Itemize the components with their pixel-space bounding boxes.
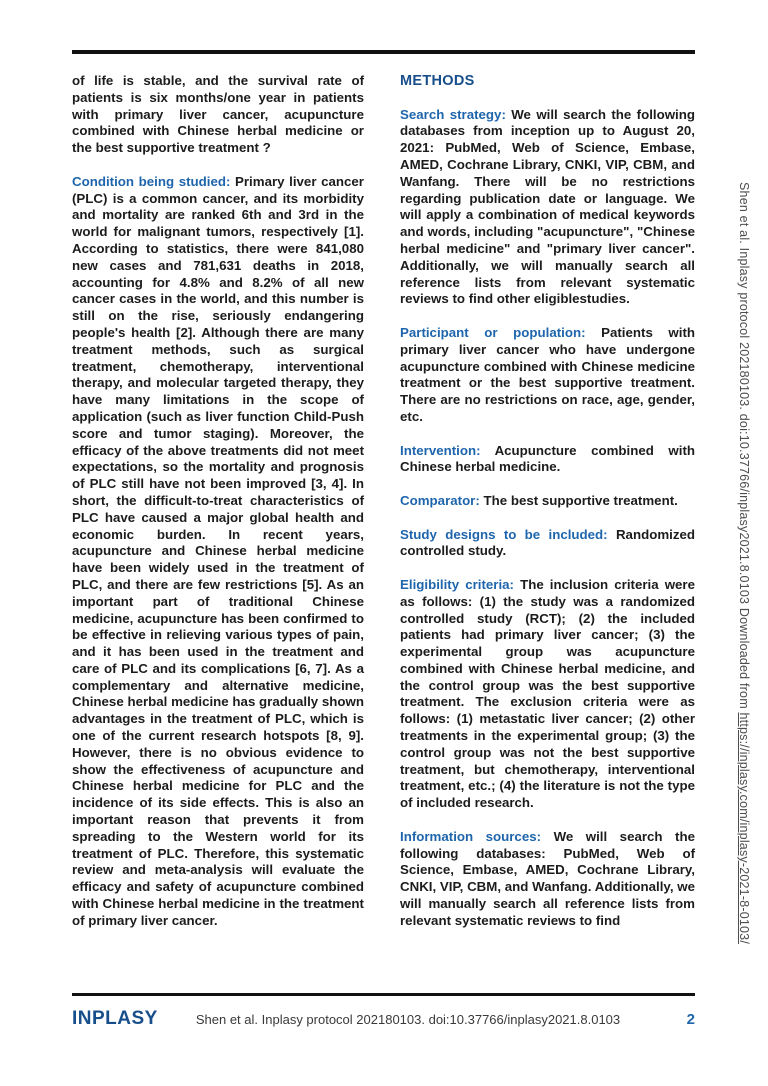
page-number: 2 [686,1011,695,1028]
footer [72,1008,695,1030]
section-participant-or-population [400,325,695,426]
body-columns [72,73,695,930]
section-label-eligibility-criteria: Eligibility criteria: [400,576,514,592]
bottom-rule [72,993,695,996]
section-body-information-sources: We will search the following databases: PubMed, Web of Science, Embase, AMED, Cochrane Library, CNKI, VIP, CBM, and Wanfang. Additionally, we will manually search all reference lists from relevant systematic reviews to find [400,828,695,928]
section-eligibility-criteria [400,577,695,812]
section-label-intervention: Intervention: [400,442,481,458]
section-intervention [400,443,695,477]
section-label-search-strategy: Search strategy: [400,106,506,122]
section-label-study-designs: Study designs to be included: [400,526,608,542]
footer-citation: Shen et al. Inplasy protocol 202180103. doi:10.37766/inplasy2021.8.0103 [195,1012,621,1027]
section-label-condition-being-studied: Condition being studied: [72,173,231,189]
section-body-search-strategy: We will search the following databases from inception up to August 20, 2021: PubMed, Web of Science, Embase, AMED, Cochrane Library, CNKI, VIP, CBM, and Wanfang. There will be no restrictions regarding publication date or language. We will apply a combination of medical keywords and words, including "acupuncture", "Chinese herbal medicine" and "primary liver cancer". Additionally, we will manually search all reference lists from relevant systematic reviews to find other eligiblestudies. [400,106,695,307]
section-body-participant-or-population: Patients with primary liver cancer who have undergone acupuncture combined with Chinese medicine treatment or the best supportive treatment. There are no restrictions on race, age, gender, etc. [400,324,695,424]
section-condition-being-studied [72,174,364,930]
intro-paragraph: of life is stable, and the survival rate of patients is six months/one year in patients with primary liver cancer, acupuncture combined with Chinese herbal medicine or the best supportive treatment ? [72,73,364,156]
section-body-study-designs: Randomized controlled study. [400,526,696,559]
section-body-comparator: The best supportive treatment. [483,492,678,508]
section-label-participant-or-population: Participant or population: [400,324,586,340]
section-comparator [400,493,695,510]
sidebar-citation-link[interactable]: https://inplasy.com/inplasy-2021-8-0103/ [737,712,751,944]
sidebar-citation-text: Shen et al. Inplasy protocol 202180103. doi:10.37766/inplasy2021.8.0103 Downloaded from [737,182,751,713]
section-information-sources [400,829,695,930]
methods-heading: METHODS [400,73,475,89]
top-rule [72,50,695,54]
section-label-information-sources: Information sources: [400,828,542,844]
section-study-designs [400,527,695,561]
section-body-condition-being-studied: Primary liver cancer (PLC) is a common cancer, and its morbidity and mortality are ranked 6th and 3rd in the world for malignant tumors, respectively [1]. According to statistics, there were 841,080 new cases and 781,631 deaths in 2018, accounting for 4.8% and 8.2% of all new cancer cases in the world, and this number is still on the rise, seriously endangering people's health [2]. Although there are many treatment methods, such as surgical treatment, chemotherapy, interventional therapy, and molecular targeted therapy, they have many limitations in the scope of application (such as liver function Child-Push score and tumor staging). Moreover, the efficacy of the above treatments did not meet expectations, so the mortality and prognosis of PLC still have not been improved [3, 4]. In short, the difficult-to-treat characteristics of PLC have caused a major global health and economic burden. In recent years, acupuncture and Chinese herbal medicine have been widely used in the treatment of PLC, and there are few restrictions [5]. As an important part of traditional Chinese medicine, acupuncture has been confirmed to be effective in relieving various types of pain, and it has been used in the treatment and care of PLC and its complications [6, 7]. As a complementary and alternative medicine, Chinese herbal medicine has gradually shown advantages in the treatment of PLC, which is one of the current research hotspots [8, 9]. However, there is no obvious evidence to show the effectiveness of acupuncture and Chinese herbal medicine for PLC and the incidence of its side effects. This is also an important reason that prevents it from spreading to the Western world for its treatment of PLC. Therefore, this systematic review and meta-analysis will evaluate the efficacy and safety of acupuncture combined with Chinese herbal medicine in the treatment of primary liver cancer. [72,173,364,928]
section-body-eligibility-criteria: The inclusion criteria were as follows: (1) the study was a randomized controlled study (RCT); (2) the included patients had primary liver cancer; (3) the experimental group was acupuncture combined with Chinese herbal medicine, and the control group was the best supportive treatment. The exclusion criteria were as follows: (1) metastatic liver cancer; (2) other treatments in the experimental group; (3) the control group was not the best supportive treatment, but chemotherapy, interventional treatment, etc.; (4) the literature is not the type of included research. [400,576,696,811]
sidebar-citation-rotated [737,182,751,944]
section-body-intervention: Acupuncture combined with Chinese herbal medicine. [400,442,695,475]
left-column [72,73,364,930]
section-label-comparator: Comparator: [400,492,480,508]
section-search-strategy [400,107,695,309]
right-column [400,73,695,930]
inplasy-logo: INPLASY [72,1008,158,1029]
